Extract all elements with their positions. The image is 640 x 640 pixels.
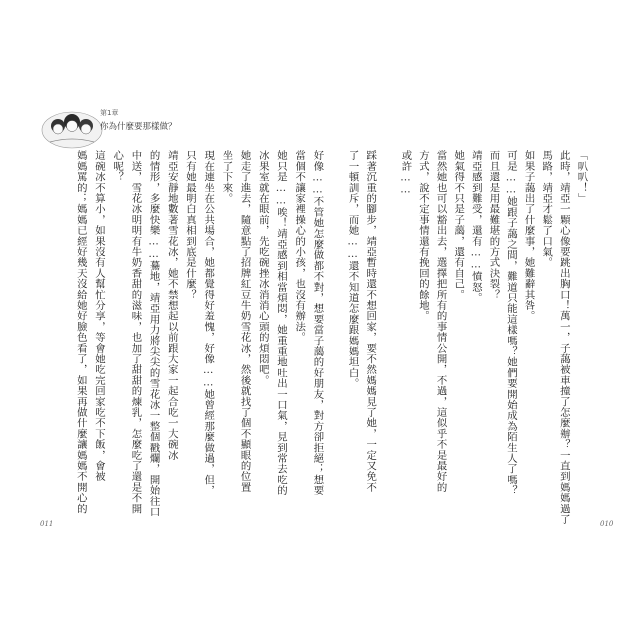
chapter-illustration xyxy=(40,106,104,150)
text-line: 媽媽罵的；媽媽已經好幾天沒給她好臉色看了，如果再做什麼讓媽媽不開心的 xyxy=(74,150,87,514)
chapter-title: 你為什麼要那樣做？ xyxy=(100,122,177,132)
text-line: 踩著沉重的腳步，靖亞暫時還不想回家，要不然媽媽見了她，一定又免不 xyxy=(364,150,377,493)
text-line: 了一頓訓斥，而她……還不知道怎麼跟媽媽坦白。 xyxy=(346,150,359,389)
text-line: 如果子藹出了什麼事，她難辭其咎。 xyxy=(522,150,535,322)
text-line: 當個不讓家裡操心的小孩，也沒有辦法。 xyxy=(293,150,306,343)
page-number-left: 011 xyxy=(40,520,54,528)
text-line: 她走了進去，隨意點了招牌紅豆牛奶雪花冰，然後就找了個不顯眼的位置 xyxy=(238,150,251,493)
left-page xyxy=(62,150,324,517)
text-line: 她氣得不只是子藹，還有自己。 xyxy=(452,150,465,300)
text-line: 靖亞感到難受，還有……憤怒。 xyxy=(469,150,482,303)
text-line: 坐了下來。 xyxy=(220,150,233,204)
text-line: 「叭叭！」 xyxy=(575,150,588,204)
text-line: 當然她也可以豁出去，選擇把所有的事情公開，不過，這似乎不是最好的 xyxy=(434,150,447,493)
text-line: 中送，雪花冰明明有牛奶香甜的滋味，也加了甜甜的煉乳，怎麼吃了還是不開 xyxy=(129,150,142,514)
text-line: 而且還是用最難堪的方式決裂？ xyxy=(487,150,500,300)
chapter-number: 第1章 xyxy=(100,109,119,117)
text-line: 靖亞安靜地數著雪花冰，她不禁想起以前跟大家一起合吃一大碗冰 xyxy=(165,150,178,461)
text-line: 或許…… xyxy=(399,150,412,196)
right-page xyxy=(338,150,588,525)
text-line: 好像……不管她怎麼做都不對，想要當子藹的好朋友，對方卻拒絕；想要 xyxy=(311,150,324,496)
text-line: 心呢？ xyxy=(111,150,124,183)
text-line: 冰果室就在眼前，先吃碗挫冰消消心頭的煩悶吧。 xyxy=(256,150,269,386)
text-line: 只有她最明白真相到底是什麼？ xyxy=(184,150,196,300)
text-line: 方式，說不定事情還有挽回的餘地。 xyxy=(417,150,429,322)
text-line: 現在連坐在公共場合，她都覺得好羞愧，好像……她曾經那麼做過，但， xyxy=(202,150,215,496)
text-line: 可是……她跟子藹之間，難道只能這樣嗎？她們要開始成為陌生人了嗎？ xyxy=(505,150,517,496)
text-line: 這碗冰不算小，如果沒有人幫忙分享，等會她吃完回家吃不下飯，會被 xyxy=(93,150,105,482)
text-line: 此時，靖亞一顆心像要跳出胸口！萬一，子藹被車撞了怎麼辦？一直到媽媽過了 xyxy=(557,150,570,525)
page-number-right: 010 xyxy=(600,520,614,528)
text-line: 馬路，靖亞才鬆了口氣。 xyxy=(540,150,553,268)
text-line: 的情形，多麼快樂……驀地，靖亞用力將尖尖的雪花冰一整個戳爛，開始往口 xyxy=(147,150,160,517)
text-line: 她只是……唉！靖亞感到相當煩悶，她重重地吐出一口氣，見到常去吃的 xyxy=(275,150,287,496)
